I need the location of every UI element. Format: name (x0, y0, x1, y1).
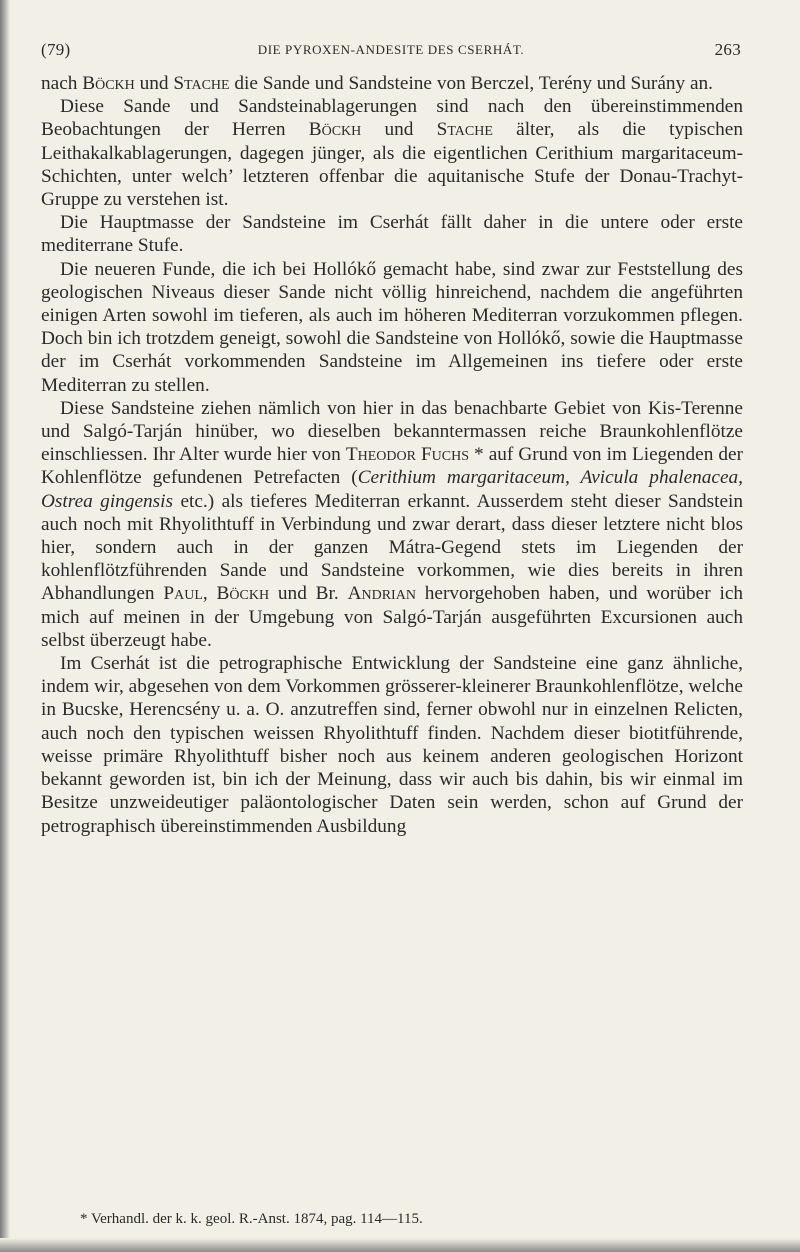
paragraph (41, 72, 743, 95)
page-number: 263 (714, 40, 741, 59)
text-run: Diese Sandsteine ziehen nämlich von hier in das benachbarte Gebiet von Kis-Terenne und Salgó-Tarján hinüber, wo dieselben bekanntermassen reiche Braunkohlenflötze einschliessen. Ihr Alter wurde hier von (41, 397, 743, 466)
paragraph (41, 397, 743, 652)
text-run: * auf Grund von im Liegenden der Kohlenflötze gefundenen Petrefacten ( (41, 444, 743, 489)
author-name: Andrian (347, 583, 416, 605)
section-number: (79) (41, 40, 71, 59)
paragraph (41, 652, 743, 838)
text-run: Diese Sande und Sandsteinablagerungen sind nach den übereinstimmenden Beobachtungen der Herren (41, 96, 743, 141)
page-header (41, 40, 741, 64)
footnote: * Verhandl. der k. k. geol. R.-Anst. 1874, pag. 114—115. (80, 1211, 423, 1227)
author-name: Paul (163, 583, 203, 605)
text-run: und (134, 73, 174, 94)
text-run: älter, als die typischen Leithakalkablagerungen, dagegen jünger, als die eigentlichen Cerithium margaritaceum-Schichten, unter welch’ letzteren offenbar die aquitanische Stufe der Donau-Trachyt-Gruppe zu verstehen ist. (41, 119, 743, 211)
text-run: Die neueren Funde, die ich bei Hollókő gemacht habe, sind zwar zur Feststellung des geologischen Niveaus dieser Sande nicht völlig hinreichend, nachdem die angeführten einigen Arten sowohl im tieferen, als auch im höheren Mediterran vorzukommen pflegen. Doch bin ich trotzdem geneigt, sowohl die Sandsteine von Hollókő, sowie die Hauptmasse der im Cserhát vorkommenden Sandsteine im Allgemeinen ins tiefere oder erste Mediterran zu stellen. (41, 258, 743, 396)
text-run: etc.) als tieferes Mediterran erkannt. Ausserdem steht dieser Sandstein auch noch mit Rhyolithtuff in Verbindung und zwar derart, dass dieser letztere nicht blos hier, sondern auch in der ganzen Mátra-Gegend stets im Liegenden der kohlenflötzführenden Sande und Sandsteine vorkommen, wie dies bereits in ihren Abhandlungen (41, 490, 743, 605)
text-run: nach (41, 73, 83, 94)
page-bottom-edge (0, 1238, 800, 1252)
running-title: DIE PYROXEN-ANDESITE DES CSERHÁT. (257, 42, 525, 57)
text-run: hervorgehoben haben, und worüber ich mich auf meinen in der Umgebung von Salgó-Tarján ausgeführten Excursionen auch selbst überzeugt habe. (41, 583, 744, 651)
paragraph (41, 258, 743, 397)
author-name: Böckh (82, 73, 135, 94)
book-binding-edge (0, 0, 10, 1252)
text-run: die Sande und Sandsteine von Berczel, Terény und Surány an. (229, 73, 713, 94)
author-name: Stache (173, 73, 230, 94)
text-run: und (361, 119, 437, 141)
species-names: Cerithium margaritaceum, Avicula phalenacea, Ostrea gingensis (41, 467, 744, 512)
paragraph (41, 95, 743, 211)
text-run: , (202, 583, 217, 605)
author-name: Stache (436, 119, 493, 141)
text-run: und Br. (269, 583, 348, 605)
text-run: Im Cserhát ist die petrographische Entwicklung der Sandsteine eine ganz ähnliche, indem wir, abgesehen von dem Vorkommen grösserer-kleinerer Braunkohlenflötze, welche in Bucske, Herencsény u. a. O. anzutreffen sind, ferner obwohl nur in einzelnen Relicten, auch noch den typischen weissen Rhyolithtuff finden. Nachdem dieser biotitführende, weisse primäre Rhyolithtuff bisher noch aus keinem anderen geologischen Horizont bekannt geworden ist, bin ich der Meinung, dass wir auch bis dahin, bis wir einmal im Besitze unzweideutiger paläontologischer Daten sein werden, schon auf Grund der petrographisch übereinstimmenden Ausbildung (41, 653, 743, 837)
author-name: Theodor Fuchs (345, 444, 470, 466)
text-run: Die Hauptmasse der Sandsteine im Cserhát fällt daher in die untere oder erste mediterrane Stufe. (41, 212, 743, 257)
body-text (41, 72, 743, 838)
author-name: Böckh (216, 583, 270, 605)
author-name: Böckh (308, 119, 362, 141)
paragraph (41, 211, 743, 257)
